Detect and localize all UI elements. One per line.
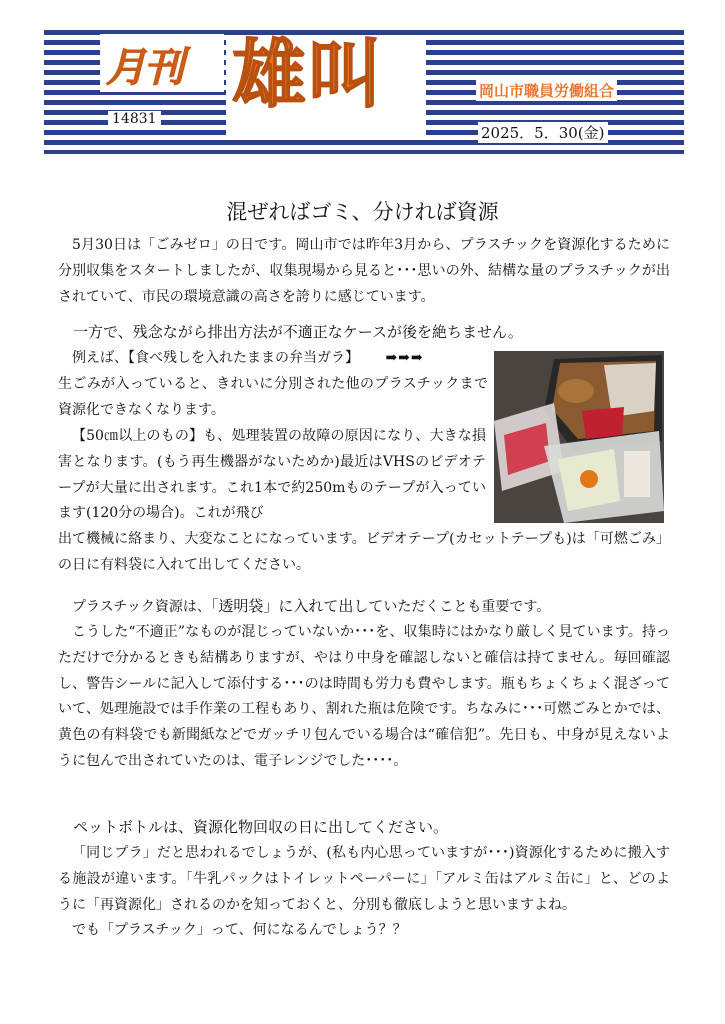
- paragraph-videotape: 出て機械に絡まり、大変なことになっています。ビデオテープ(カセットテープも)は「可燃ごみ」の日に有料袋に入れて出してください。: [58, 531, 670, 573]
- masthead-logo-title: 雄叫: [232, 32, 384, 118]
- example-text: 例えば、【食べ残しを入れたままの弁当ガラ】: [72, 350, 359, 366]
- paragraph-closing: でも「プラスチック」って、何になるんでしょう？？: [72, 922, 407, 938]
- paragraph-transparent-bag: [58, 594, 670, 621]
- paragraph-petbottle-heading: ペットボトルは、資源化物回収の日に出してください。: [73, 818, 449, 836]
- paragraph-petbottle: 「同じプラ」だと思われるでしょうが、(私も内心思っていますが･･･)資源化するために搬入する施設が違います。「牛乳パックはトイレットペーパーに」「アルミ缶はアルミ缶に」と、どのように「再資源化」されるのかを知っておくと、分別も徹底しようと思いますよね。: [58, 845, 670, 913]
- paragraph-example-line: [58, 346, 488, 372]
- paragraph-problem-heading: 一方で、残念ながら排出方法が不適正なケースが後を絶ちません。: [73, 323, 523, 341]
- arrow-right-icon: ➡➡➡: [385, 350, 424, 366]
- issue-date: 2025．5．30(金): [478, 122, 608, 143]
- bag-text-pre: プラスチック資源は、: [72, 599, 211, 615]
- masthead-gekkan: 月刊: [106, 45, 182, 91]
- paragraph-example-body: 生ごみが入っていると、きれいに分別された他のプラスチックまで資源化できなくなります。: [58, 376, 488, 418]
- paragraph-intro: 5月30日は「ごみゼロ」の日です。岡山市では昨年3月から、プラスチックを資源化するために分別収集をスタートしましたが、収集現場から見ると･･･思いの外、結構な量のプラスチックが出されていて、市民の環境意識の高さを誇りに感じています。: [58, 237, 670, 305]
- union-name: 岡山市職員労働組合: [476, 80, 617, 101]
- bento-waste-photo: [494, 351, 664, 523]
- paragraph-oversize: 【50㎝以上のもの】も、処理装置の故障の原因になり、大きな損害となります。(もう再生機器がないためか)最近はVHSのビデオテープが大量に出されます。これ1本で約250mものテープが入っています(120分の場合)。これが飛び: [58, 428, 486, 522]
- bag-text-emphasis: 「透明袋」に入れて出して: [210, 597, 384, 615]
- bento-waste-photo-illustration: [494, 351, 664, 523]
- bag-text-post: いただくことも重要です。: [383, 599, 551, 615]
- issue-number: 14831: [108, 111, 161, 127]
- paragraph-inspection: こうした“不適正”なものが混じっていないか･･･を、収集時にはかなり厳しく見ています。持っただけで分かるときも結構ありますが、やはり中身を確認しないと確信は持てません。毎回確認し、警告シールに記入して添付する･･･のは時間も労力も費やします。瓶もちょくちょく混ざっていて、処理施設では手作業の工程もあり、割れた瓶は危険です。ちなみに･･･可燃ごみとかでは、黄色の有料袋でも新聞紙などでガッチリ包んでいる場合は“確信犯”。先日も、中身が見えないように包んで出されていたのは、電子レンジでした････。: [58, 624, 670, 769]
- article-headline: 混ぜればゴミ、分ければ資源: [226, 200, 499, 224]
